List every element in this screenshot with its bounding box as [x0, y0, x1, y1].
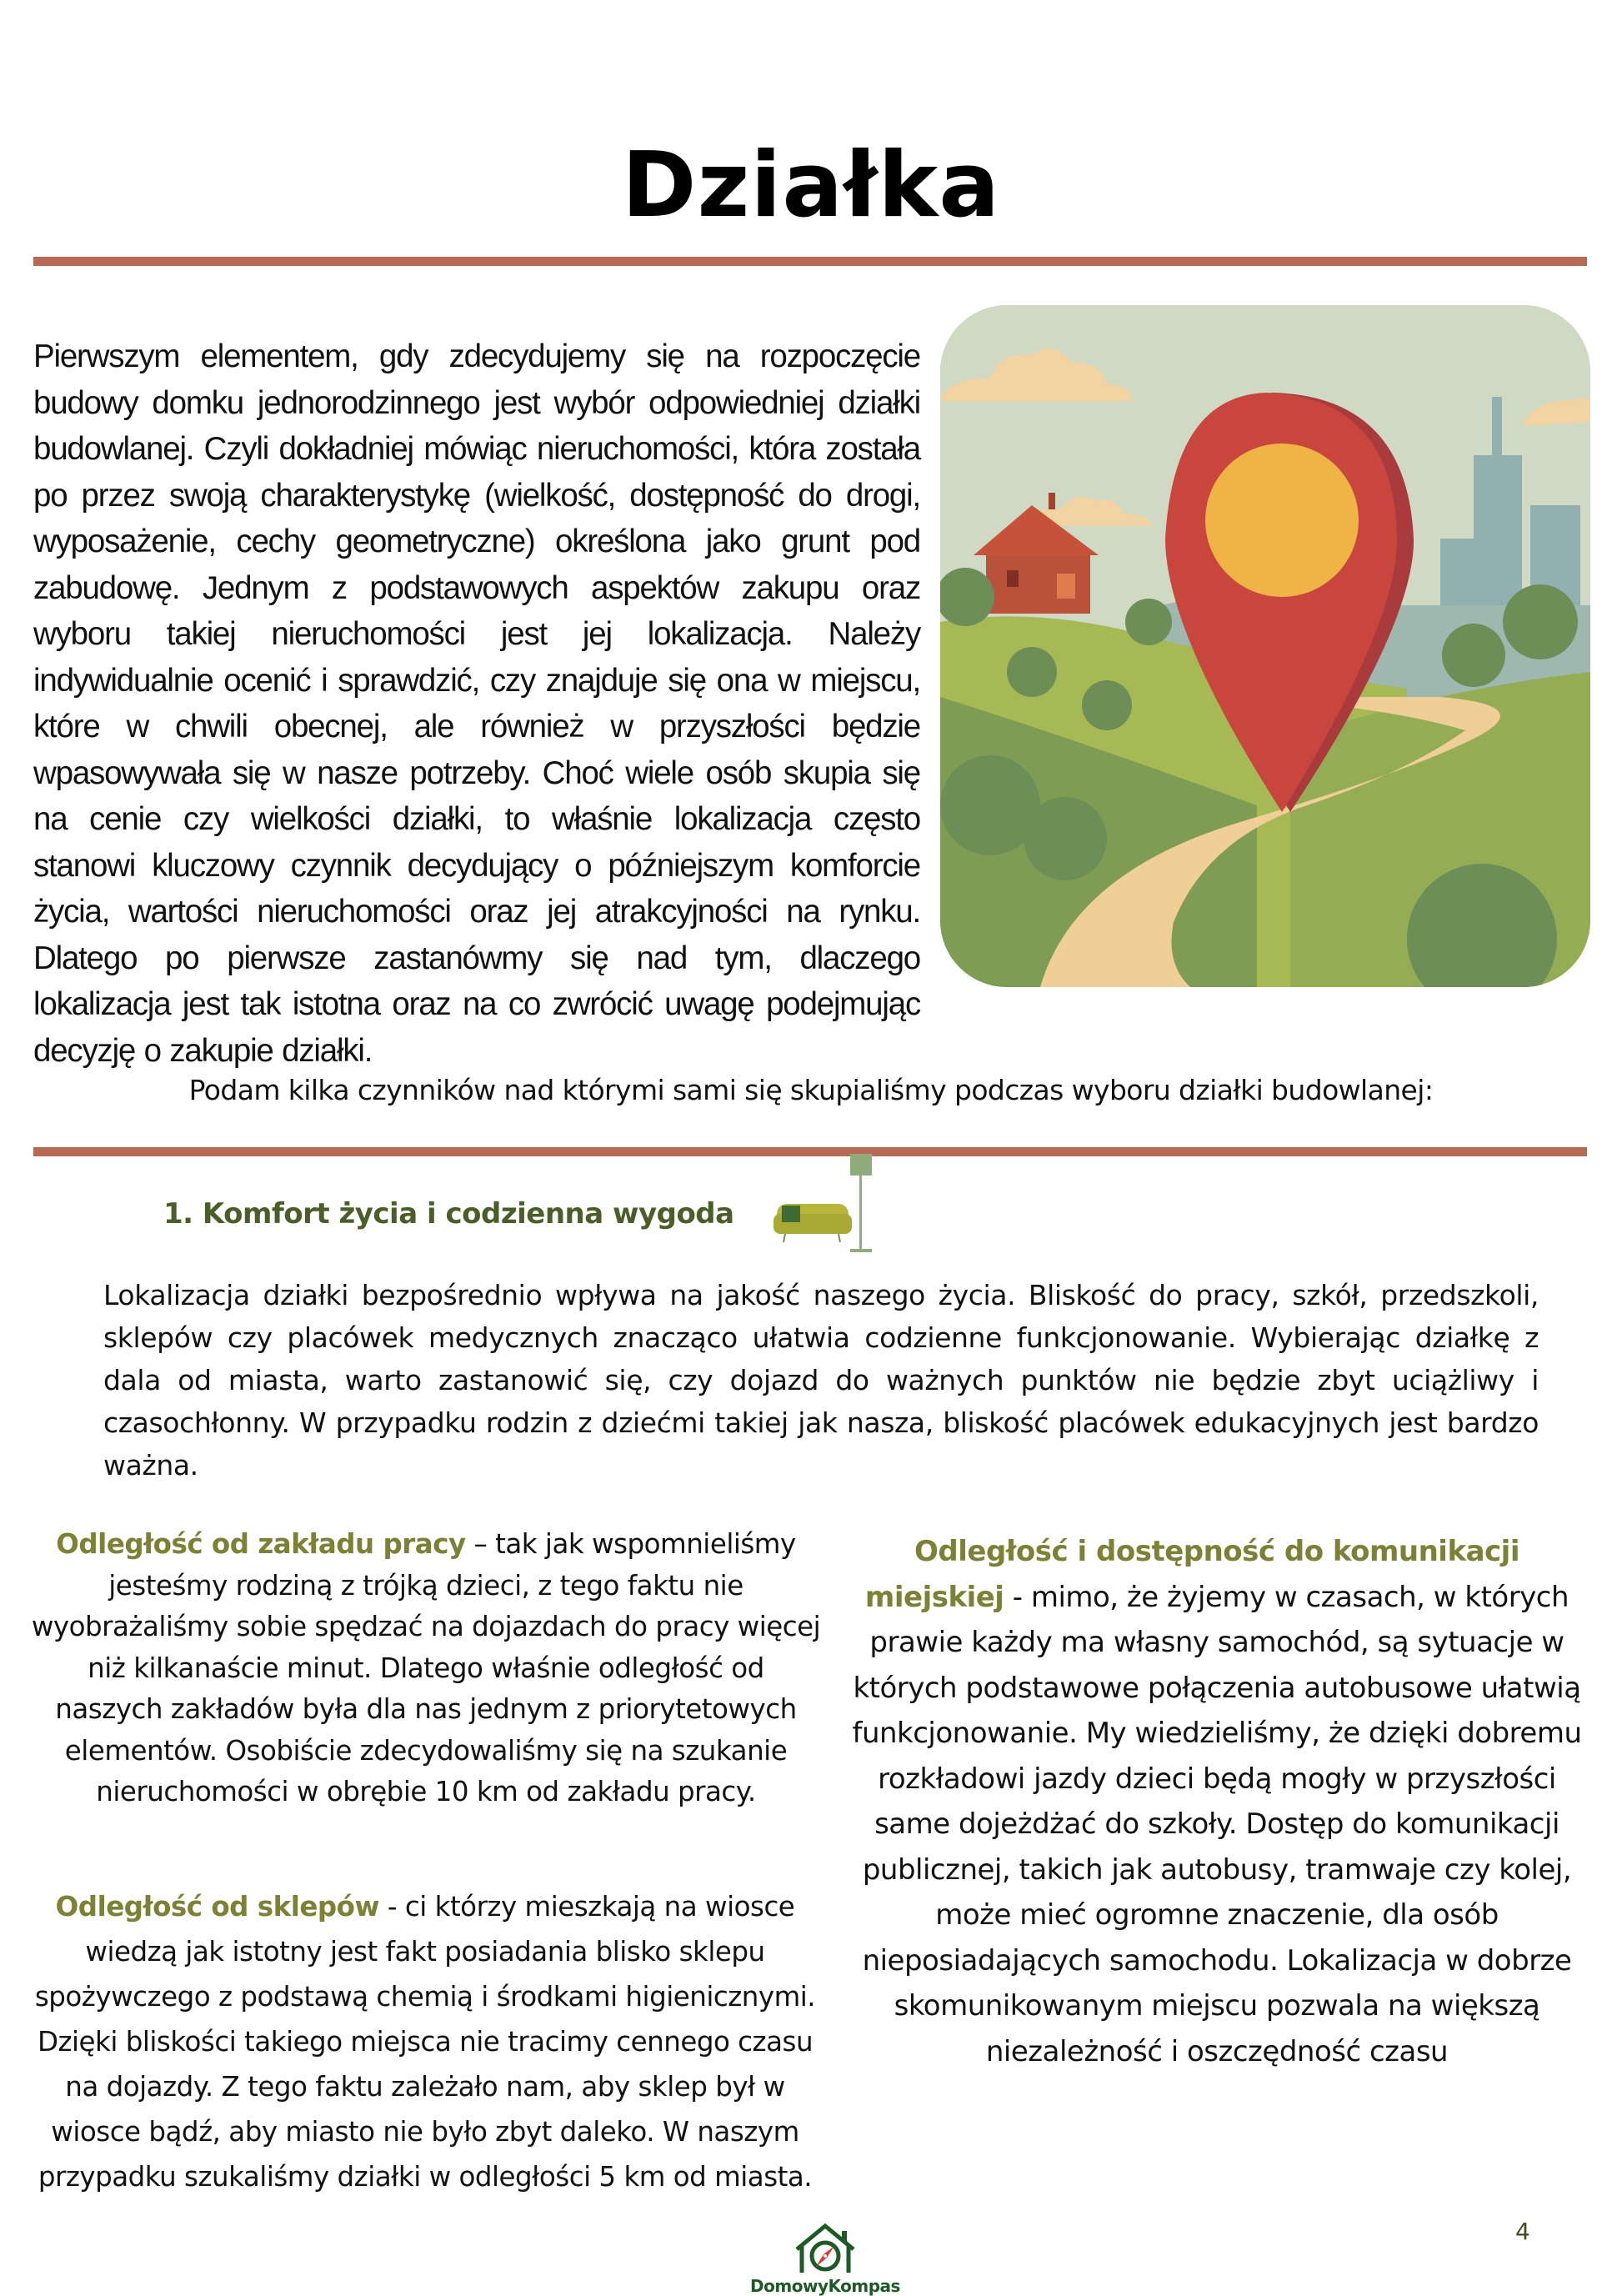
factor-work-distance: [30, 1524, 822, 1813]
factor-shops-label: Odległość od sklepów: [55, 1891, 379, 1923]
sofa-lamp-decoration: [767, 1152, 900, 1269]
brand-logo: [733, 2221, 917, 2294]
page-number: 4: [1515, 2218, 1530, 2245]
section-paragraph-komfort: Lokalizacja działki bezpośrednio wpływa na jakość naszego życia. Bliskość do pracy, szkół, przedszkoli, sklepów czy placówek medycznych znacząco ułatwia codzienne funkcjonowanie. Wybierając działkę z dala od miasta, warto zastanowić się, czy dojazd do ważnych punktów nie będzie zbyt uciążliwy i czasochłonny. W przypadku rodzin z dziećmi takiej jak nasza, bliskość placówek edukacyjnych jest bardzo ważna.: [103, 1279, 1539, 1481]
factor-transit-text: - mimo, że żyjemy w czasach, w których prawie każdy ma własny samochód, są sytuacje w których podstawowe połączenia autobusowe ułatwią funkcjonowanie. My wiedzieliśmy, że dzięki dobremu rozkładowi jazdy dzieci będą mogły w przyszłości same dojeżdżać do szkoły. Dostęp do komunikacji publicznej, takich jak autobusy, tramwaje czy kolej, może mieć ogromne znaczenie, dla osób nieposiadających samochodu. Lokalizacja w dobrze skomunikowanym miejscu pozwala na większą niezależność i oszczędność czasu: [852, 1580, 1582, 2068]
intro-paragraph: Pierwszym elementem, gdy zdecydujemy się na rozpoczęcie budowy domku jednorodzinnego jest wybór odpowiedniej działki budowlanej. Czyli dokładniej mówiąc nieruchomości, która została po przez swoją charakterystykę (wielkość, dostępność do drogi, wyposażenie, cechy geometryczne) określona jako grunt pod zabudowę. Jednym z podstawowych aspektów zakupu oraz wyboru takiej nieruchomości jest jej lokalizacja. Należy indywidualnie ocenić i sprawdzić, czy znajduje się ona w miejscu, które w chwili obecnej, ale również w przyszłości będzie wpasowywała się w nasze potrzeby. Choć wiele osób skupia się na cenie czy wielkości działki, to właśnie lokalizacja często stanowi kluczowy czynnik decydujący o późniejszym komforcie życia, wartości nieruchomości oraz jej atrakcyjności na rynku. Dlatego po pierwsze zastanówmy się nad tym, dlaczego lokalizacja jest tak istotna oraz na co zwrócić uwagę podejmując decyzję o zakupie działki.: [33, 338, 920, 1069]
factor-shops-text: - ci którzy mieszkają na wiosce wiedzą jak istotny jest fakt posiadania blisko sklepu spożywczego z podstawą chemią i środkami higienicznymi. Dzięki bliskości takiego miejsca nie tracimy cennego czasu na dojazdy. Z tego faktu zależało nam, aby sklep był w wiosce bądź, aby miasto nie było zbyt daleko. W naszym przypadku szukaliśmy działki w odległości 5 km od miasta.: [34, 1891, 816, 2193]
factors-intro-text: Podam kilka czynników nad którymi sami się skupialiśmy podczas wyboru działki budowlanej:: [188, 1074, 1434, 1106]
page-title: Działka: [621, 133, 1001, 238]
factor-shops-distance: [33, 1884, 817, 2199]
sofa-and-lamp-icon: [767, 1152, 900, 1269]
location-illustration: [940, 305, 1590, 987]
factor-transit-access: [850, 1529, 1584, 2074]
map-pin-landscape-icon: [940, 305, 1590, 987]
divider-top: [33, 257, 1587, 266]
factor-work-text: – tak jak wspomnieliśmy jesteśmy rodziną z trójką dzieci, z tego faktu nie wyobrażaliśmy sobie spędzać na dojazdach do pracy więcej niż kilkanaście minut. Dlatego właśnie odległość od naszych zakładów była dla nas jednym z priorytetowych elementów. Osobiście zdecydowaliśmy się na szukanie nieruchomości w obrębie 10 km od zakładu pracy.: [31, 1528, 821, 1807]
section-heading-komfort: 1. Komfort życia i codzienna wygoda: [163, 1197, 734, 1231]
logo-text: DomowyKompas: [750, 2276, 900, 2296]
factor-transit-label: Odległość i dostępność do komunikacji miejskiej: [864, 1535, 1519, 1614]
house-compass-logo-icon: [733, 2221, 917, 2276]
factor-work-label: Odległość od zakładu pracy: [56, 1528, 466, 1560]
